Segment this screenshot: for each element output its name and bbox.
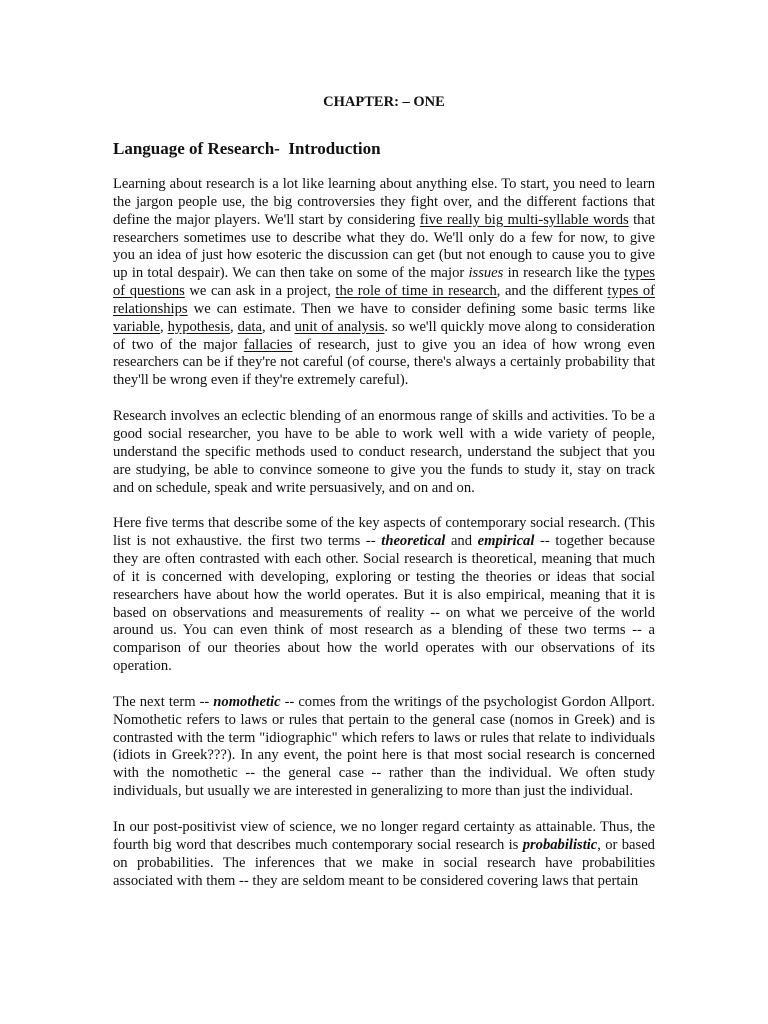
link-unit-of-analysis[interactable]: unit of analysis [294, 318, 385, 335]
link-fallacies[interactable]: fallacies [243, 336, 293, 353]
link-five-big-words[interactable]: five really big multi-syllable words [419, 211, 629, 228]
link-role-of-time[interactable]: the role of time in research [335, 283, 497, 300]
term-nomothetic: nomothetic [213, 693, 281, 710]
term-theoretical: theoretical [381, 533, 446, 550]
paragraph-skills: Research involves an eclectic blending of an enormous range of skills and activities. To be a good social researcher, you have to be able to work well with a wide variety of people, understand the specific methods used to conduct research, understand the subject that you are studying, be able to convince someone to give you the funds to study it, stay on track and on schedule, speak and write persuasively, and on and on. [113, 408, 655, 496]
section-heading: Language of Research- Introduction [113, 139, 381, 158]
term-probabilistic: probabilistic [522, 836, 598, 853]
link-variable[interactable]: variable [113, 318, 160, 335]
emphasis-issues: issues [468, 265, 504, 282]
link-types-of-relationships[interactable]: types of relationships [113, 283, 655, 317]
link-data[interactable]: data [237, 318, 262, 335]
document-body [113, 176, 655, 890]
chapter-title: CHAPTER: – ONE [323, 94, 445, 110]
link-hypothesis[interactable]: hypothesis [167, 318, 231, 335]
link-types-of-questions[interactable]: types of questions [113, 265, 655, 300]
paragraph-theoretical-empirical: Here five terms that describe some of the key aspects of contemporary social research. (This list is not exhaustive. the first two terms -- theoretical and empirical -- together because they are often contrasted with each other. Social research is theoretical, meaning that much of it is concerned with developing, exploring or testing the theories or ideas that social researchers have about how the world operates. But it is also empirical, meaning that it is based on observations and measurements of reality -- on what we perceive of the world around us. You can even think of most research as a blending of these two terms -- a comparison of our theories about how the world operates with our observations of its operation. [113, 515, 655, 675]
paragraph-nomothetic: The next term -- nomothetic -- comes from the writings of the psychologist Gordon Allport. Nomothetic refers to laws or rules that pertain to the general case (nomos in Greek) and is contrasted with the term "idiographic" which refers to laws or rules that relate to individuals (idiots in Greek???). In any event, the point here is that most social research is concerned with the nomothetic -- the general case -- rather than the individual. We often study individuals, but usually we are interested in generalizing to more than just the individual. [113, 693, 656, 800]
paragraph-probabilistic: In our post-positivist view of science, we no longer regard certainty as attainable. Thus, the fourth big word that describes much contemporary social research is probabilistic, or based on probabilities. The inferences that we make in social research have probabilities associated with them -- they are seldom meant to be considered covering laws that pertain [113, 819, 655, 889]
term-empirical: empirical [477, 533, 535, 550]
paragraph-intro: Learning about research is a lot like learning about anything else. To start, you need to learn the jargon people use, the big controversies they fight over, and the different factions that define the major players. We'll start by considering five really big multi-syllable words that researchers sometimes use to describe what they do. We'll only do a few for now, to give you an idea of just how esoteric the discussion can get (but not enough to cause you to give up in total despair). We can then take on some of the major issues in research like the types of questions we can ask in a project, the role of time in research, and the different types of relationships we can estimate. Then we have to consider defining some basic terms like variable, hypothesis, data, and unit of analysis. so we'll quickly move along to consideration of two of the major fallacies of research, just to give you an idea of how wrong even researchers can be if they're not careful (of course, there's always a certainly probability that they'll be wrong even if they're extremely careful). [113, 176, 655, 389]
